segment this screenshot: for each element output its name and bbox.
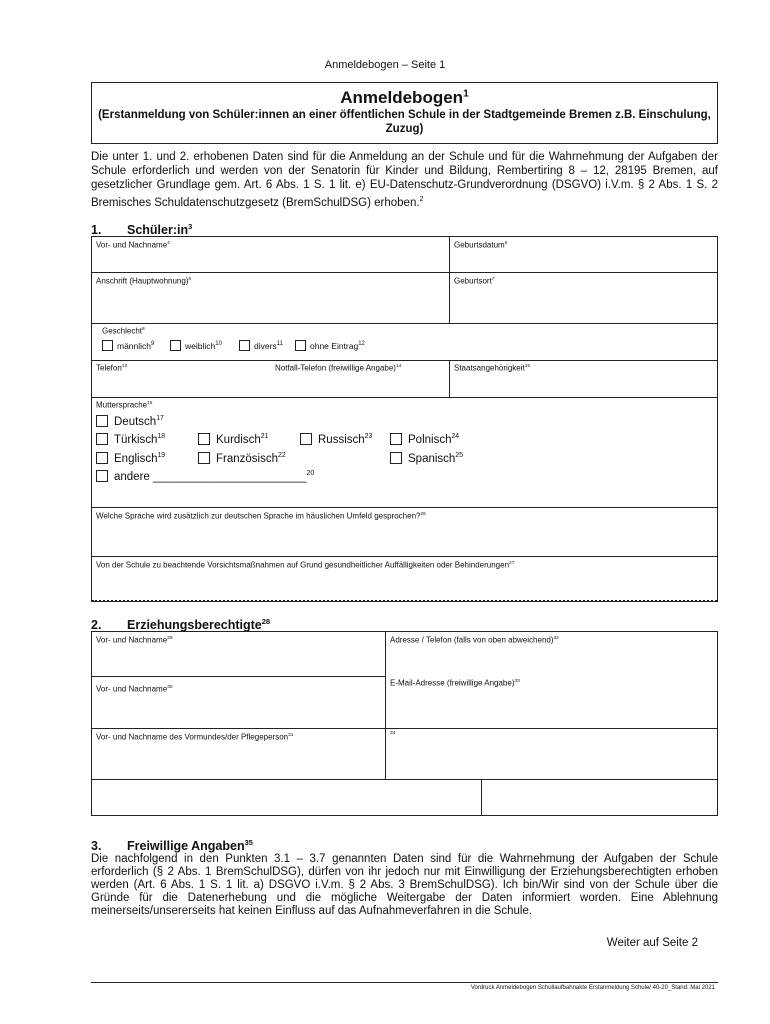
language-option-tuerkisch[interactable]: Türkisch$^{18}$	[96, 433, 165, 446]
language-option-polnisch[interactable]: Polnisch$^{24}$	[390, 433, 459, 446]
checkbox[interactable]	[300, 433, 312, 445]
birthplace-label: Geburtsort$^7$	[454, 276, 495, 286]
custodian-info-label: 34	[390, 731, 396, 736]
custodian-name-field[interactable]	[93, 742, 384, 778]
page-header: Anmeldebogen – Seite 1	[324, 59, 446, 71]
name-label: Vor- und Nachname$^4$	[96, 240, 170, 250]
checkbox[interactable]	[96, 433, 108, 445]
guardian-address-phone-field[interactable]	[387, 645, 716, 675]
checkbox[interactable]	[96, 415, 108, 427]
section-3-heading: 3. Freiwillige Angaben$^{35}$	[91, 838, 253, 854]
language-option-andere[interactable]: andere ________________________$^{20}$	[96, 470, 314, 483]
language-option-englisch[interactable]: Englisch$^{19}$	[96, 452, 165, 465]
checkbox[interactable]	[390, 433, 402, 445]
birthplace-field[interactable]	[450, 286, 716, 322]
email-label: E-Mail-Adresse (freiwillige Angabe)$^{33}$	[390, 678, 520, 688]
emergency-phone-label: Notfall-Telefon (freiwillige Angabe)$^{14}$	[275, 363, 402, 373]
language-option-deutsch[interactable]: Deutsch$^{17}$	[96, 415, 164, 428]
address-field[interactable]	[93, 286, 448, 322]
checkbox[interactable]	[390, 452, 402, 464]
form-subtitle: (Erstanmeldung von Schüler:innen an einer öffentlichen Schule in der Stadtgemeinde Bremen z.B. Einschulung, Zuzug)	[98, 109, 711, 135]
checkbox[interactable]	[295, 340, 306, 351]
form-title: Anmeldebogen$^1$	[340, 88, 469, 107]
gender-label: Geschlecht$^8$	[102, 326, 145, 336]
guardian2-name-label: Vor- und Nachname$^{30}$	[96, 684, 173, 694]
language-option-russisch[interactable]: Russisch$^{23}$	[300, 433, 372, 446]
footer-divider	[91, 982, 718, 983]
other-language-field[interactable]	[93, 521, 716, 555]
signature-field-right[interactable]	[482, 780, 716, 815]
address-phone-label: Adresse / Telefon (falls von oben abweichend)$^{32}$	[390, 635, 559, 645]
checkbox[interactable]	[102, 340, 113, 351]
guardian1-name-label: Vor- und Nachname$^{29}$	[96, 635, 173, 645]
nationality-label: Staatsangehörigkeit$^{15}$	[454, 363, 531, 373]
precautions-label: Von der Schule zu beachtende Vorsichtsmaßnahmen auf Grund gesundheitlicher Auffälligkeiten oder Behinderungen$^{27}$	[96, 560, 515, 570]
intro-text: Die unter 1. und 2. erhobenen Daten sind für die Anmeldung an der Schule und für die Wahrnehmung der Aufgaben der Schule erforderlich und werden von der Senatorin für Kinder und Bildung, Rembertiring 8 – 12, 28195 Bremen, auf gesetzlicher Grundlage gem. Art. 6 Abs. 1 S. 1 lit. e) EU-Datenschutz-Grundverordnung (DSGVO) i.V.m. § 2 Abs. 1 S. 2 Bremisches Schuldatenschutzgesetz (BremSchulDSG) erhoben.$^2$	[91, 151, 718, 209]
checkbox[interactable]	[198, 452, 210, 464]
continue-note: Weiter auf Seite 2	[606, 937, 698, 949]
phone-field[interactable]	[93, 373, 268, 396]
other-language-label: Welche Sprache wird zusätzlich zur deutschen Sprache im häuslichen Umfeld gesprochen?$^{26}$	[96, 511, 426, 521]
title-box	[91, 82, 718, 144]
language-option-kurdisch[interactable]: Kurdisch$^{21}$	[198, 433, 268, 446]
mother-tongue-label: Muttersprache$^{16}$	[96, 400, 153, 410]
footer-text: Vordruck Anmeldebogen Schullaufbahnakte Erstanmeldung Schule/ 40-20_Stand: Mai 2021	[470, 985, 715, 991]
section-2-heading: 2. Erziehungsberechtigte$^{28}$	[91, 617, 271, 633]
section-1-heading: 1. $Schüler:in^3$	[91, 222, 193, 238]
checkbox[interactable]	[170, 340, 181, 351]
birthdate-label: Geburtsdatum$^5$	[454, 240, 508, 250]
phone-label: Telefon$^{13}$	[96, 363, 128, 373]
checkbox[interactable]	[239, 340, 250, 351]
custodian-info-field[interactable]	[387, 740, 716, 778]
checkbox[interactable]	[96, 470, 108, 482]
checkbox[interactable]	[198, 433, 210, 445]
email-field[interactable]	[387, 688, 716, 727]
section-3-text: Die nachfolgend in den Punkten 3.1 – 3.7 genannten Daten sind für die Wahrnehmung der Aufgaben der Schule erforderlich (§ 2 Abs. 1 BremSchulDSG), dürfen von ihr jedoch nur mit Einwilligung der Erziehungsberechtigten erhoben werden (Art. 6 Abs. 1 S. 1 lit. a) DSGVO i.V.m. § 2 Abs. 3 BremSchulDSG). Ich bin/Wir sind von der Schule über die Gründe für die Datenerhebung und die mögliche Weitergabe der Daten informiert worden. Eine Ablehnung meinerseits/unsererseits hat keinen Einfluss auf das Aufnahmeverfahren in die Schule.	[91, 853, 718, 917]
gender-option-diverse[interactable]: divers$^{11}$	[239, 340, 283, 351]
nationality-field[interactable]	[450, 373, 716, 396]
emergency-phone-field[interactable]	[272, 373, 448, 396]
gender-option-female[interactable]: weiblich$^{10}$	[170, 340, 222, 351]
checkbox[interactable]	[96, 452, 108, 464]
precautions-field[interactable]	[93, 570, 716, 600]
guardian-form-grid	[91, 631, 718, 816]
gender-option-male[interactable]: männlich$^9$	[102, 340, 154, 351]
dotted-divider	[92, 600, 717, 603]
birthdate-field[interactable]	[450, 250, 716, 271]
custodian-name-label: Vor- und Nachname des Vormundes/der Pflegeperson$^{31}$	[96, 732, 294, 742]
student-form-grid	[91, 236, 718, 602]
student-name-field[interactable]	[93, 250, 448, 271]
address-label: Anschrift (Hauptwohnung)$^6$	[96, 276, 192, 286]
gender-option-none[interactable]: ohne Eintrag$^{12}$	[295, 340, 365, 351]
guardian1-name-field[interactable]	[93, 645, 384, 675]
language-option-spanisch[interactable]: Spanisch$^{25}$	[390, 452, 463, 465]
signature-field-left[interactable]	[93, 780, 480, 815]
language-option-franzoesisch[interactable]: Französisch$^{22}$	[198, 452, 286, 465]
guardian2-name-field[interactable]	[93, 694, 384, 727]
